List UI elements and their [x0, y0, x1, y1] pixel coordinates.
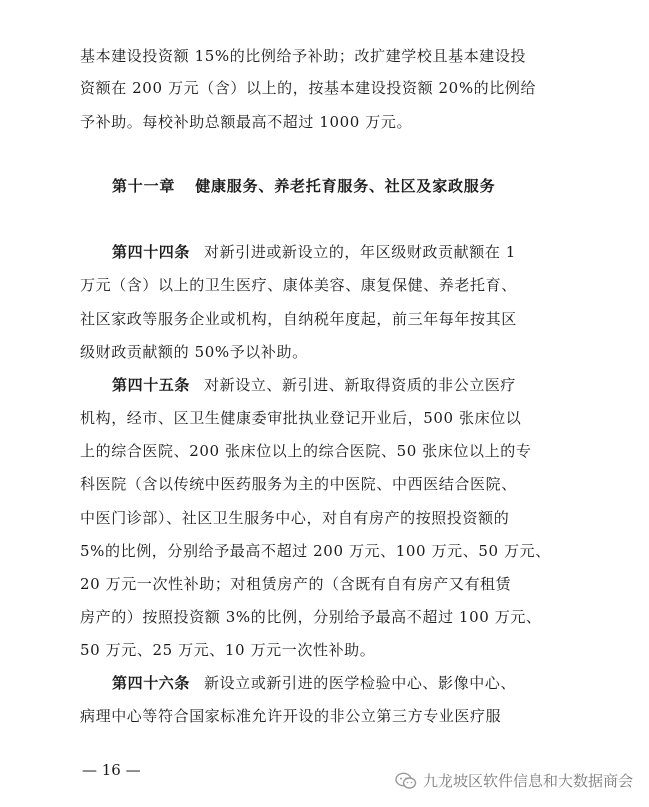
article-label: 第四十五条	[112, 376, 191, 394]
text-line: 对新设立、新引进、新取得资质的非公立医疗	[204, 376, 517, 394]
chapter-number: 第十一章	[112, 177, 176, 195]
article-46-first-line	[112, 673, 516, 693]
page-number: — 16 —	[82, 761, 141, 779]
article-44-first-line	[112, 242, 516, 262]
wechat-icon	[395, 772, 417, 790]
text-line: 对新引进或新设立的，年区级财政贡献额在 1	[204, 243, 516, 261]
watermark	[395, 770, 633, 791]
text-line: 社区家政等服务企业或机构，自纳税年度起，前三年每年按其区	[80, 310, 517, 328]
article-label: 第四十六条	[112, 674, 191, 692]
text-line: 50 万元、25 万元、10 万元一次性补助。	[80, 641, 376, 659]
text-line: 予补助。每校补助总额最高不超过 1000 万元。	[80, 113, 413, 131]
text-line: 科医院（含以传统中医药服务为主的中医院、中西医结合医院、	[80, 475, 517, 493]
text-line: 万元（含）以上的卫生医疗、康体美容、康复保健、养老托育、	[80, 276, 517, 294]
text-line: 5%的比例，分别给予最高不超过 200 万元、100 万元、50 万元、	[80, 542, 551, 560]
article-45-first-line	[112, 375, 516, 395]
text-line: 机构，经市、区卫生健康委审批执业登记开业后，500 张床位以	[80, 409, 522, 427]
text-line: 病理中心等符合国家标准允许开设的非公立第三方专业医疗服	[80, 707, 502, 725]
text-line: 房产的）按照投资额 3%的比例，分别给予最高不超过 100 万元、	[80, 608, 542, 626]
article-label: 第四十四条	[112, 243, 191, 261]
text-line: 资额在 200 万元（含）以上的，按基本建设投资额 20%的比例给	[80, 79, 537, 97]
text-line: 级财政贡献额的 50%予以补助。	[80, 343, 308, 361]
chapter-heading	[112, 176, 495, 196]
text-line: 20 万元一次性补助；对租赁房产的（含既有自有房产又有租赁	[80, 575, 512, 593]
text-line: 基本建设投资额 15%的比例给予补助；改扩建学校且基本建设投	[80, 47, 527, 65]
text-line: 中医门诊部）、社区卫生服务中心，对自有房产的按照投资额的	[80, 509, 510, 527]
chapter-title: 健康服务、养老托育服务、社区及家政服务	[195, 177, 496, 195]
text-line: 上的综合医院、200 张床位以上的综合医院、50 张床位以上的专	[80, 442, 532, 460]
watermark-text: 九龙坡区软件信息和大数据商会	[422, 772, 633, 790]
text-line: 新设立或新引进的医学检验中心、影像中心、	[204, 674, 517, 692]
